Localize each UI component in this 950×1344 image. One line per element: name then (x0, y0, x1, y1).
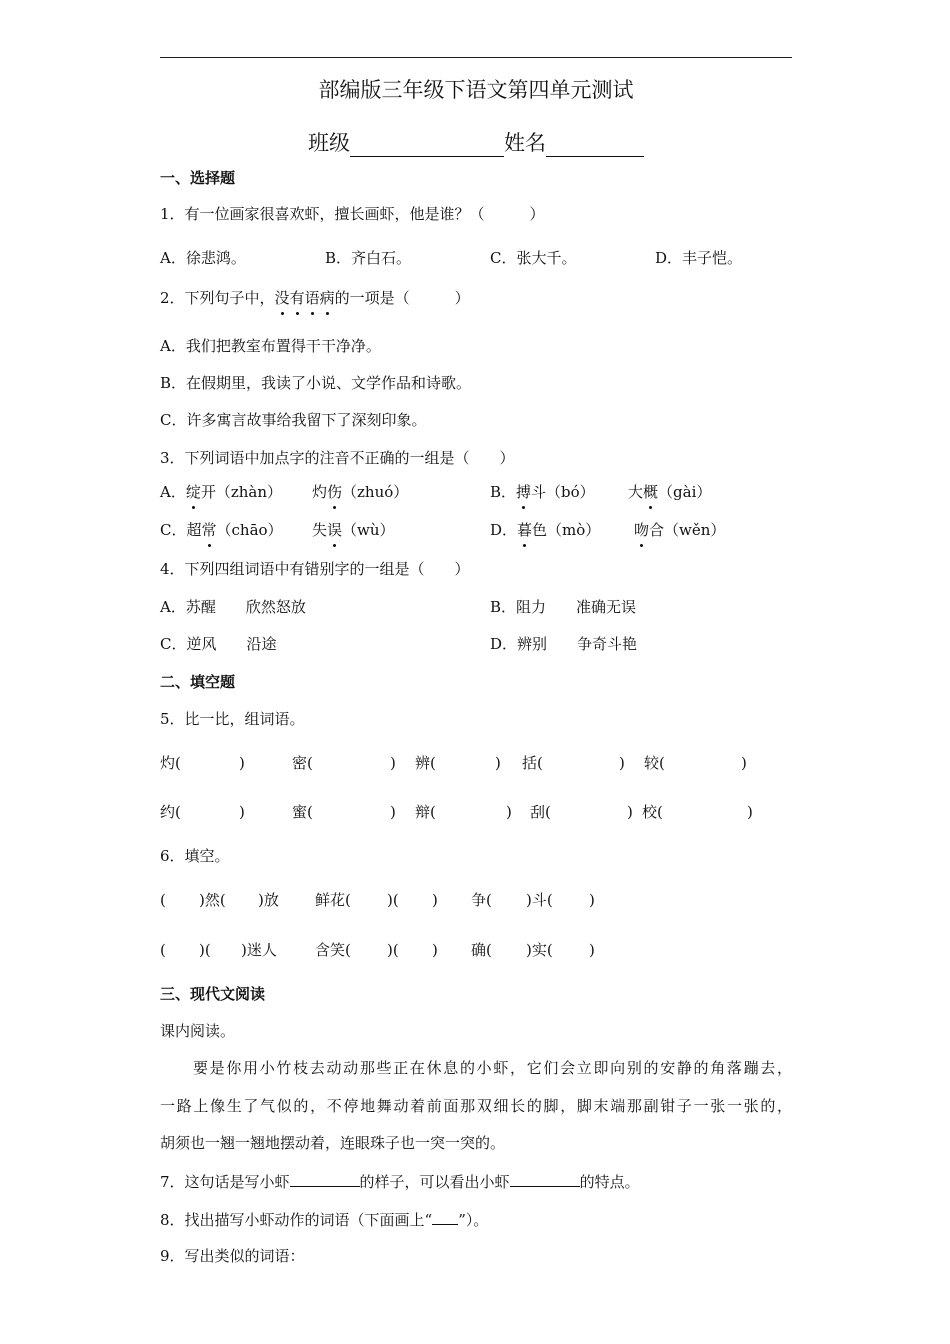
q4-option-d[interactable]: D．辨别 争奇斗艳 (490, 635, 638, 653)
q5-cell: 刮( (530, 803, 551, 821)
q4-option-c[interactable]: C．逆风 沿途 (160, 635, 277, 653)
q1-option-d[interactable]: D．丰子恺。 (655, 249, 743, 267)
class-name-line (160, 127, 792, 157)
passage-line: 胡须也一翘一翘地摆动着，连眼珠子也一突一突的。 (160, 1134, 506, 1152)
q8-underline-sample (432, 1208, 458, 1225)
q5-cell: ) (390, 803, 396, 821)
q6-cell: )( (387, 891, 399, 909)
q6-cell: ) (589, 891, 595, 909)
q5-cell: 辩( (415, 803, 436, 821)
q6-cell: 鲜花( (315, 891, 351, 909)
q6-cell: ) (432, 941, 438, 959)
q5-cell: ) (506, 803, 512, 821)
class-label: 班级 (308, 131, 350, 155)
q2-stem: 2．下列句子中，没有语病的一项是（ ） (160, 289, 470, 307)
q6-cell: )然( (199, 891, 226, 909)
q3-option-b-word2: 大概（gài） (628, 483, 712, 501)
q7-blank-1[interactable] (290, 1170, 360, 1187)
reading-intro: 课内阅读。 (160, 1022, 236, 1040)
q4-stem: 4．下列四组词语中有错别字的一组是（ ） (160, 560, 470, 578)
emphasis-char: 语 (304, 289, 320, 307)
q5-stem: 5．比一比，组词语。 (160, 710, 305, 728)
q6-cell: )( (199, 941, 211, 959)
q6-cell: ( (160, 941, 166, 959)
q5-cell: ) (239, 754, 245, 772)
q4-option-b[interactable]: B．阻力 准确无误 (490, 598, 637, 616)
q5-cell: 辨( (415, 754, 436, 772)
name-blank[interactable] (546, 134, 644, 157)
q5-cell: 较( (644, 754, 665, 772)
q5-cell: ) (390, 754, 396, 772)
q6-cell: ( (160, 891, 166, 909)
q3-option-d[interactable]: D．暮色（mò） (490, 521, 601, 539)
page-title: 部编版三年级下语文第四单元测试 (318, 78, 634, 102)
q5-cell: 括( (522, 754, 543, 772)
q8-stem: 8．找出描写小虾动作的词语（下面画上“ ”）。 (160, 1208, 488, 1230)
q2-option-a[interactable]: A．我们把教室布置得干干净净。 (160, 337, 381, 355)
q4-option-a[interactable]: A．苏醒 欣然怒放 (160, 598, 306, 616)
q2-option-c[interactable]: C．许多寓言故事给我留下了深刻印象。 (160, 411, 427, 429)
q5-cell: 蜜( (292, 803, 313, 821)
name-label: 姓名 (504, 131, 546, 155)
section-heading-choice: 一、选择题 (160, 169, 236, 187)
q6-cell: )实( (526, 941, 553, 959)
class-blank[interactable] (350, 134, 504, 157)
q3-option-b[interactable]: B．搏斗（bó） (490, 483, 595, 501)
q6-stem: 6．填空。 (160, 847, 230, 865)
q6-cell: 争( (471, 891, 492, 909)
q9-stem: 9．写出类似的词语： (160, 1247, 305, 1265)
emphasis-char: 病 (319, 289, 335, 307)
q5-cell: ) (239, 803, 245, 821)
q3-option-a-word2: 灼伤（zhuó） (312, 483, 409, 501)
q3-option-a[interactable]: A．绽开（zhàn） (160, 483, 283, 501)
q3-option-c-word2: 失误（wù） (312, 521, 395, 539)
header-rule (160, 57, 792, 58)
passage-line: 一路上像生了气似的，不停地舞动着前面那双细长的脚，脚末端那副钳子一张一张的， (160, 1097, 792, 1115)
q5-cell: ) (495, 754, 501, 772)
q5-cell: 校( (642, 803, 663, 821)
q7-blank-2[interactable] (510, 1170, 580, 1187)
emphasis-char: 有 (289, 289, 305, 307)
q7-stem: 7．这句话是写小虾 的样子，可以看出小虾 的特点。 (160, 1170, 640, 1192)
q6-cell: )迷人 (241, 941, 277, 959)
q1-option-c[interactable]: C．张大千。 (490, 249, 577, 267)
q2-option-b[interactable]: B．在假期里，我读了小说、文学作品和诗歌。 (160, 374, 472, 392)
q1-option-a[interactable]: A．徐悲鸿。 (160, 249, 246, 267)
section-heading-reading: 三、现代文阅读 (160, 985, 266, 1003)
q6-cell: 含笑( (315, 941, 351, 959)
q5-cell: 灼( (160, 754, 181, 772)
q5-cell: ) (627, 803, 633, 821)
section-heading-fill: 二、填空题 (160, 673, 236, 691)
q5-cell: ) (747, 803, 753, 821)
emphasis-char: 没 (274, 289, 290, 307)
q1-stem: 1．有一位画家很喜欢虾，擅长画虾，他是谁？（ ） (160, 205, 545, 223)
q6-cell: ) (589, 941, 595, 959)
q5-cell: 密( (292, 754, 313, 772)
passage-line: 要是你用小竹枝去动动那些正在休息的小虾，它们会立即向别的安静的角落蹦去， (193, 1059, 792, 1077)
q6-cell: )( (387, 941, 399, 959)
q5-cell: ) (619, 754, 625, 772)
q3-option-c[interactable]: C．超常（chāo） (160, 521, 283, 539)
q6-cell: 确( (471, 941, 492, 959)
q5-cell: ) (741, 754, 747, 772)
q6-cell: )斗( (526, 891, 553, 909)
q5-cell: 约( (160, 803, 181, 821)
q6-cell: ) (432, 891, 438, 909)
q1-option-b[interactable]: B．齐白石。 (325, 249, 412, 267)
q3-option-d-word2: 吻合（wěn） (634, 521, 726, 539)
q6-cell: )放 (258, 891, 279, 909)
q3-stem: 3．下列词语中加点字的注音不正确的一组是（ ） (160, 449, 515, 467)
